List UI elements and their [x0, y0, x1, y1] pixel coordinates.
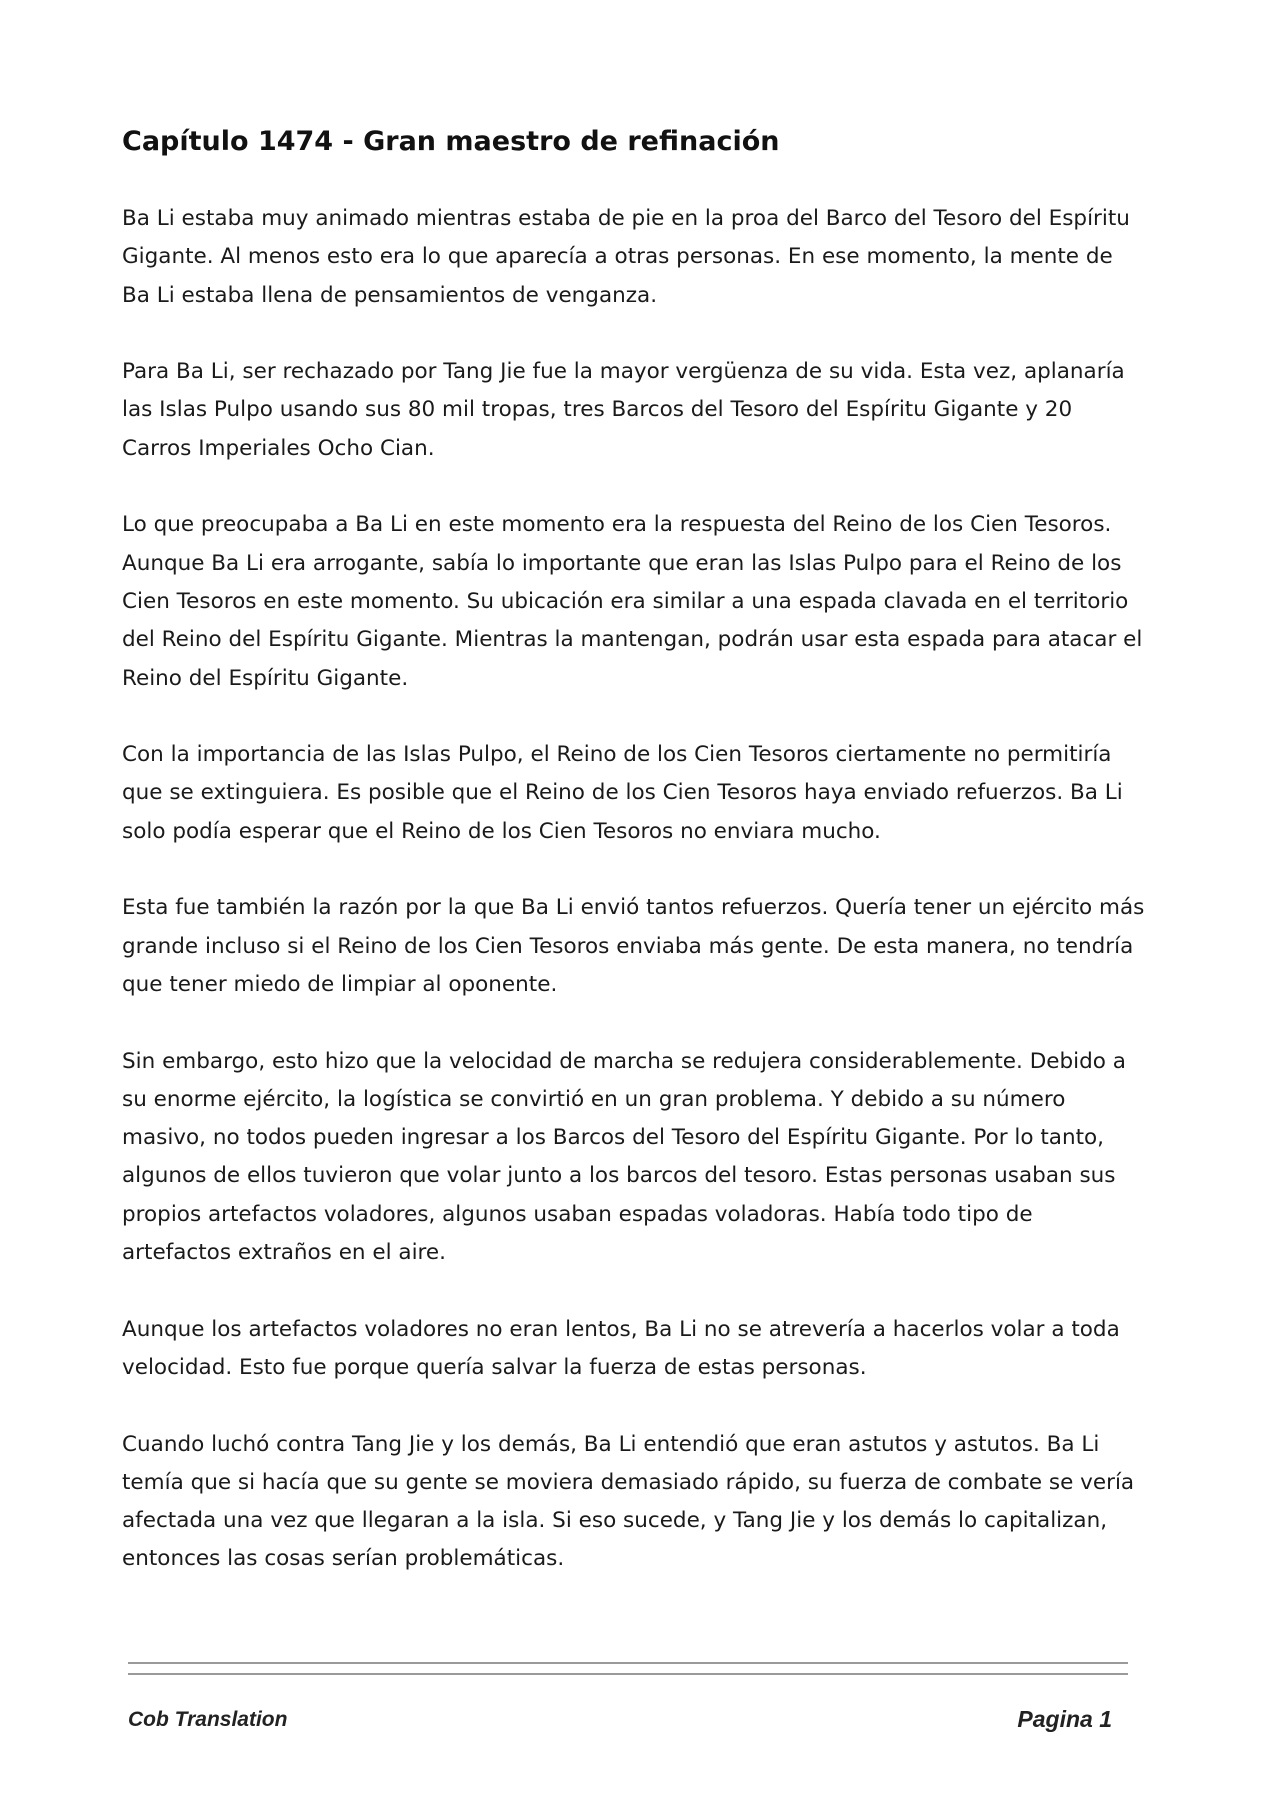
chapter-body	[122, 200, 1147, 1617]
paragraph: Para Ba Li, ser rechazado por Tang Jie fue la mayor vergüenza de su vida. Esta vez, aplanaría las Islas Pulpo usando sus 80 mil tropas, tres Barcos del Tesoro del Espíritu Gigante y 20 Carros Imperiales Ocho Cian.	[122, 359, 1125, 461]
footer-divider-bottom	[128, 1673, 1128, 1675]
paragraph: Aunque los artefactos voladores no eran lentos, Ba Li no se atrevería a hacerlos volar a toda velocidad. Esto fue porque quería salvar la fuerza de estas personas.	[122, 1316, 1120, 1380]
paragraph: Con la importancia de las Islas Pulpo, el Reino de los Cien Tesoros ciertamente no permitiría que se extinguiera. Es posible que el Reino de los Cien Tesoros haya enviado refuerzos. Ba Li solo podía esperar que el Reino de los Cien Tesoros no enviara mucho.	[122, 742, 1123, 844]
paragraph: Esta fue también la razón por la que Ba Li envió tantos refuerzos. Quería tener un ejército más grande incluso si el Reino de los Cien Tesoros enviaba más gente. De esta manera, no tendría que tener miedo de limpiar al oponente.	[122, 895, 1145, 997]
footer-translator-credit: Cob Translation	[128, 1708, 288, 1731]
paragraph: Cuando luchó contra Tang Jie y los demás, Ba Li entendió que eran astutos y astutos. Ba Li temía que si hacía que su gente se moviera demasiado rápido, su fuerza de combate se vería afectada una vez que llegaran a la isla. Si eso sucede, y Tang Jie y los demás lo capitalizan, entonces las cosas serían problemáticas.	[122, 1431, 1135, 1572]
footer-divider-top	[128, 1662, 1128, 1664]
chapter-title: Capítulo 1474 - Gran maestro de refinación	[122, 126, 780, 157]
paragraph: Sin embargo, esto hizo que la velocidad de marcha se redujera considerablemente. Debido a su enorme ejército, la logística se convirtió en un gran problema. Y debido a su número masivo, no todos pueden ingresar a los Barcos del Tesoro del Espíritu Gigante. Por lo tanto, algunos de ellos tuvieron que volar junto a los barcos del tesoro. Estas personas usaban sus propios artefactos voladores, algunos usaban espadas voladoras. Había todo tipo de artefactos extraños en el aire.	[122, 1048, 1126, 1266]
paragraph: Lo que preocupaba a Ba Li en este momento era la respuesta del Reino de los Cien Tesoros. Aunque Ba Li era arrogante, sabía lo importante que eran las Islas Pulpo para el Reino de los Cien Tesoros en este momento. Su ubicación era similar a una espada clavada en el territorio del Reino del Espíritu Gigante. Mientras la mantengan, podrán usar esta espada para atacar el Reino del Espíritu Gigante.	[122, 512, 1143, 691]
footer-page-number: Pagina 1	[1017, 1706, 1112, 1732]
paragraph: Ba Li estaba muy animado mientras estaba de pie en la proa del Barco del Tesoro del Espíritu Gigante. Al menos esto era lo que aparecía a otras personas. En ese momento, la mente de Ba Li estaba llena de pensamientos de venganza.	[122, 206, 1130, 308]
